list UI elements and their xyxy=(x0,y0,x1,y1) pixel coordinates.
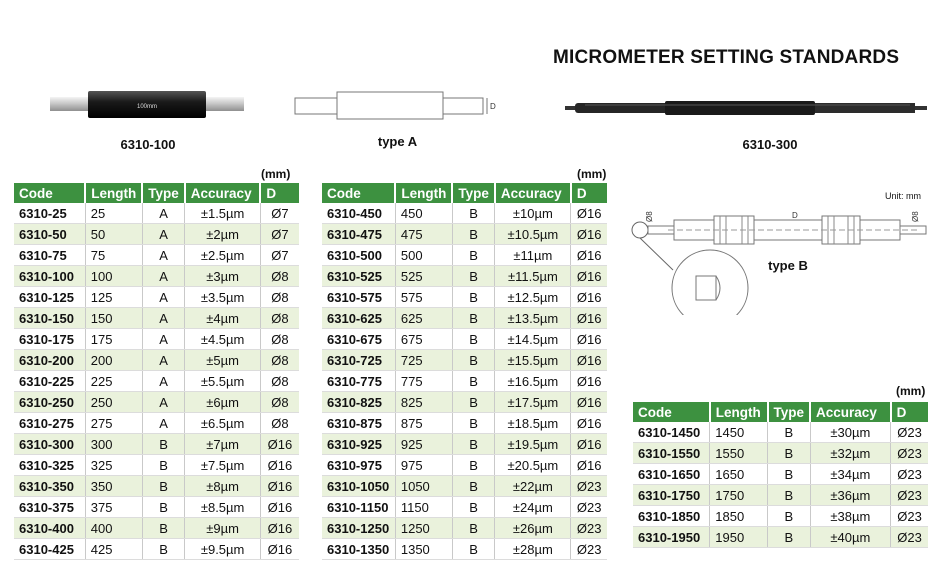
table-row xyxy=(14,413,299,434)
header-accuracy: Accuracy xyxy=(810,402,891,422)
cell-accuracy: ±40µm xyxy=(810,527,891,548)
cell-length: 175 xyxy=(85,329,142,350)
standard-300-image xyxy=(565,98,930,120)
cell-code: 6310-825 xyxy=(322,392,395,413)
cell-length: 625 xyxy=(395,308,452,329)
cell-length: 300 xyxy=(85,434,142,455)
cell-accuracy: ±9µm xyxy=(185,518,261,539)
cell-type: A xyxy=(142,329,185,350)
cell-type: A xyxy=(142,203,185,224)
cell-code: 6310-475 xyxy=(322,224,395,245)
cell-length: 925 xyxy=(395,434,452,455)
cell-type: B xyxy=(452,224,495,245)
cell-accuracy: ±12.5µm xyxy=(495,287,571,308)
header-type: Type xyxy=(768,402,811,422)
cell-code: 6310-1450 xyxy=(633,422,710,443)
cell-accuracy: ±2µm xyxy=(185,224,261,245)
cell-d: Ø16 xyxy=(571,266,607,287)
cell-accuracy: ±26µm xyxy=(495,518,571,539)
table2-unit: (mm) xyxy=(577,167,607,181)
cell-d: Ø7 xyxy=(260,245,299,266)
figure-caption-6310-100: 6310-100 xyxy=(120,137,176,152)
cell-type: B xyxy=(452,497,495,518)
table-row xyxy=(14,329,299,350)
cell-code: 6310-975 xyxy=(322,455,395,476)
cell-type: A xyxy=(142,245,185,266)
table-row xyxy=(14,308,299,329)
cell-code: 6310-675 xyxy=(322,329,395,350)
cell-type: B xyxy=(452,350,495,371)
cell-length: 575 xyxy=(395,287,452,308)
cell-type: B xyxy=(142,539,185,560)
cell-length: 1650 xyxy=(710,464,768,485)
type-b-d-label: D xyxy=(792,211,798,220)
figure-caption-type-a: type A xyxy=(377,134,418,149)
cell-accuracy: ±11µm xyxy=(495,245,571,266)
table-row xyxy=(14,434,299,455)
cell-type: A xyxy=(142,371,185,392)
table-row xyxy=(633,527,928,548)
cell-length: 125 xyxy=(85,287,142,308)
cell-type: A xyxy=(142,224,185,245)
cell-accuracy: ±6.5µm xyxy=(185,413,261,434)
cell-d: Ø16 xyxy=(260,518,299,539)
cell-d: Ø16 xyxy=(571,413,607,434)
header-length: Length xyxy=(395,183,452,203)
cell-length: 975 xyxy=(395,455,452,476)
page-title: MICROMETER SETTING STANDARDS xyxy=(553,47,900,68)
cell-type: B xyxy=(768,422,811,443)
table-row xyxy=(14,203,299,224)
cell-code: 6310-1550 xyxy=(633,443,710,464)
cell-accuracy: ±10µm xyxy=(495,203,571,224)
cell-accuracy: ±3.5µm xyxy=(185,287,261,308)
cell-accuracy: ±10.5µm xyxy=(495,224,571,245)
cell-type: B xyxy=(768,443,811,464)
cell-d: Ø8 xyxy=(260,371,299,392)
cell-type: A xyxy=(142,413,185,434)
cell-length: 825 xyxy=(395,392,452,413)
cell-type: B xyxy=(452,287,495,308)
cell-code: 6310-1750 xyxy=(633,485,710,506)
cell-code: 6310-50 xyxy=(14,224,85,245)
cell-length: 75 xyxy=(85,245,142,266)
cell-d: Ø8 xyxy=(260,413,299,434)
table-row xyxy=(322,518,607,539)
table-row xyxy=(322,329,607,350)
header-code: Code xyxy=(633,402,710,422)
table-row xyxy=(14,245,299,266)
table1-unit: (mm) xyxy=(261,167,291,181)
cell-length: 725 xyxy=(395,350,452,371)
table-row xyxy=(14,518,299,539)
table-row xyxy=(322,224,607,245)
cell-length: 1750 xyxy=(710,485,768,506)
cell-type: A xyxy=(142,308,185,329)
cell-code: 6310-125 xyxy=(14,287,85,308)
cell-d: Ø16 xyxy=(571,350,607,371)
cell-length: 875 xyxy=(395,413,452,434)
header-code: Code xyxy=(322,183,395,203)
cell-code: 6310-300 xyxy=(14,434,85,455)
cell-accuracy: ±34µm xyxy=(810,464,891,485)
table-row xyxy=(322,371,607,392)
cell-d: Ø23 xyxy=(571,518,607,539)
cell-code: 6310-275 xyxy=(14,413,85,434)
cell-accuracy: ±22µm xyxy=(495,476,571,497)
cell-d: Ø7 xyxy=(260,224,299,245)
cell-length: 200 xyxy=(85,350,142,371)
cell-type: A xyxy=(142,392,185,413)
header-d: D xyxy=(891,402,928,422)
table-row xyxy=(14,287,299,308)
cell-type: B xyxy=(452,476,495,497)
table-row xyxy=(14,539,299,560)
cell-code: 6310-875 xyxy=(322,413,395,434)
cell-d: Ø8 xyxy=(260,392,299,413)
type-b-left-diameter: Ø8 xyxy=(645,211,654,222)
header-d: D xyxy=(260,183,299,203)
cell-type: B xyxy=(768,527,811,548)
cell-d: Ø16 xyxy=(260,455,299,476)
cell-code: 6310-175 xyxy=(14,329,85,350)
cell-d: Ø16 xyxy=(571,392,607,413)
cell-length: 50 xyxy=(85,224,142,245)
cell-type: B xyxy=(452,392,495,413)
header-accuracy: Accuracy xyxy=(495,183,571,203)
cell-length: 525 xyxy=(395,266,452,287)
cell-type: A xyxy=(142,350,185,371)
cell-d: Ø23 xyxy=(571,539,607,560)
table-row xyxy=(322,287,607,308)
cell-d: Ø16 xyxy=(260,434,299,455)
cell-type: B xyxy=(142,455,185,476)
spec-table-1 xyxy=(14,183,299,560)
cell-code: 6310-400 xyxy=(14,518,85,539)
cell-code: 6310-925 xyxy=(322,434,395,455)
cell-code: 6310-325 xyxy=(14,455,85,476)
cell-type: B xyxy=(452,203,495,224)
type-a-d-label: D xyxy=(490,102,496,111)
cell-d: Ø16 xyxy=(571,245,607,266)
cell-code: 6310-1950 xyxy=(633,527,710,548)
cell-length: 425 xyxy=(85,539,142,560)
cell-length: 225 xyxy=(85,371,142,392)
table-row xyxy=(14,224,299,245)
cell-type: B xyxy=(452,371,495,392)
cell-length: 475 xyxy=(395,224,452,245)
cell-length: 350 xyxy=(85,476,142,497)
cell-accuracy: ±38µm xyxy=(810,506,891,527)
cell-d: Ø16 xyxy=(260,476,299,497)
cell-code: 6310-225 xyxy=(14,371,85,392)
table-row xyxy=(322,497,607,518)
header-length: Length xyxy=(710,402,768,422)
table-row xyxy=(322,245,607,266)
cell-accuracy: ±4µm xyxy=(185,308,261,329)
cell-type: B xyxy=(768,464,811,485)
cell-length: 275 xyxy=(85,413,142,434)
cell-accuracy: ±5.5µm xyxy=(185,371,261,392)
cell-accuracy: ±19.5µm xyxy=(495,434,571,455)
cell-length: 500 xyxy=(395,245,452,266)
table3-unit: (mm) xyxy=(896,384,926,398)
cell-d: Ø8 xyxy=(260,287,299,308)
cell-length: 375 xyxy=(85,497,142,518)
cell-length: 1550 xyxy=(710,443,768,464)
cell-accuracy: ±24µm xyxy=(495,497,571,518)
cell-d: Ø23 xyxy=(891,443,928,464)
table-row xyxy=(14,476,299,497)
header-d: D xyxy=(571,183,607,203)
cell-accuracy: ±20.5µm xyxy=(495,455,571,476)
cell-accuracy: ±30µm xyxy=(810,422,891,443)
cell-code: 6310-200 xyxy=(14,350,85,371)
cell-code: 6310-150 xyxy=(14,308,85,329)
cell-accuracy: ±3µm xyxy=(185,266,261,287)
table-row xyxy=(322,476,607,497)
cell-code: 6310-1650 xyxy=(633,464,710,485)
table-row xyxy=(633,506,928,527)
cell-code: 6310-525 xyxy=(322,266,395,287)
cell-d: Ø23 xyxy=(571,476,607,497)
cell-type: B xyxy=(452,455,495,476)
cell-length: 325 xyxy=(85,455,142,476)
table2-body xyxy=(322,203,607,560)
cell-type: A xyxy=(142,266,185,287)
table3-body xyxy=(633,422,928,548)
cell-code: 6310-1250 xyxy=(322,518,395,539)
cell-code: 6310-25 xyxy=(14,203,85,224)
table-row xyxy=(322,413,607,434)
table-row xyxy=(322,434,607,455)
cell-d: Ø23 xyxy=(891,485,928,506)
cell-length: 100 xyxy=(85,266,142,287)
table-row xyxy=(322,350,607,371)
cell-accuracy: ±2.5µm xyxy=(185,245,261,266)
spec-table-2 xyxy=(322,183,607,560)
cell-accuracy: ±18.5µm xyxy=(495,413,571,434)
cell-type: B xyxy=(452,245,495,266)
table-header-row xyxy=(633,402,928,422)
cell-length: 1350 xyxy=(395,539,452,560)
cell-d: Ø23 xyxy=(891,422,928,443)
cell-length: 1150 xyxy=(395,497,452,518)
cell-d: Ø16 xyxy=(571,308,607,329)
cell-d: Ø8 xyxy=(260,266,299,287)
standard-100-image xyxy=(50,90,245,120)
cell-type: B xyxy=(142,518,185,539)
cell-code: 6310-500 xyxy=(322,245,395,266)
cell-d: Ø23 xyxy=(891,464,928,485)
cell-d: Ø16 xyxy=(260,539,299,560)
cell-accuracy: ±9.5µm xyxy=(185,539,261,560)
cell-d: Ø16 xyxy=(571,455,607,476)
header-code: Code xyxy=(14,183,85,203)
cell-accuracy: ±1.5µm xyxy=(185,203,261,224)
cell-type: B xyxy=(452,329,495,350)
cell-code: 6310-350 xyxy=(14,476,85,497)
cell-type: B xyxy=(142,434,185,455)
header-length: Length xyxy=(85,183,142,203)
cell-d: Ø16 xyxy=(260,497,299,518)
cell-accuracy: ±4.5µm xyxy=(185,329,261,350)
cell-code: 6310-250 xyxy=(14,392,85,413)
type-a-diagram xyxy=(293,90,503,122)
cell-type: B xyxy=(452,518,495,539)
cell-length: 150 xyxy=(85,308,142,329)
cell-type: B xyxy=(452,413,495,434)
header-type: Type xyxy=(142,183,185,203)
cell-length: 1950 xyxy=(710,527,768,548)
cell-code: 6310-425 xyxy=(14,539,85,560)
cell-length: 25 xyxy=(85,203,142,224)
cell-length: 675 xyxy=(395,329,452,350)
cell-length: 775 xyxy=(395,371,452,392)
table-row xyxy=(322,392,607,413)
cell-d: Ø16 xyxy=(571,224,607,245)
table-row xyxy=(14,350,299,371)
cell-length: 400 xyxy=(85,518,142,539)
cell-code: 6310-725 xyxy=(322,350,395,371)
cell-length: 1850 xyxy=(710,506,768,527)
cell-type: B xyxy=(452,308,495,329)
cell-type: B xyxy=(768,506,811,527)
type-b-right-diameter: Ø8 xyxy=(911,211,920,222)
cell-accuracy: ±11.5µm xyxy=(495,266,571,287)
cell-accuracy: ±7.5µm xyxy=(185,455,261,476)
cell-accuracy: ±36µm xyxy=(810,485,891,506)
table-row xyxy=(14,266,299,287)
cell-length: 1050 xyxy=(395,476,452,497)
table1-body xyxy=(14,203,299,560)
cell-type: B xyxy=(142,476,185,497)
header-accuracy: Accuracy xyxy=(185,183,261,203)
cell-accuracy: ±14.5µm xyxy=(495,329,571,350)
cell-d: Ø16 xyxy=(571,371,607,392)
cell-accuracy: ±32µm xyxy=(810,443,891,464)
table-row xyxy=(14,392,299,413)
figure-caption-6310-300: 6310-300 xyxy=(742,137,798,152)
cell-length: 250 xyxy=(85,392,142,413)
table-row xyxy=(633,485,928,506)
cell-type: A xyxy=(142,287,185,308)
cell-d: Ø23 xyxy=(571,497,607,518)
engraving-text: 100mm xyxy=(136,104,158,110)
table-row xyxy=(322,203,607,224)
cell-accuracy: ±8.5µm xyxy=(185,497,261,518)
cell-d: Ø8 xyxy=(260,350,299,371)
cell-d: Ø16 xyxy=(571,203,607,224)
cell-type: B xyxy=(452,266,495,287)
cell-d: Ø8 xyxy=(260,329,299,350)
cell-accuracy: ±17.5µm xyxy=(495,392,571,413)
cell-code: 6310-625 xyxy=(322,308,395,329)
unit-note: Unit: mm xyxy=(885,191,921,201)
cell-code: 6310-575 xyxy=(322,287,395,308)
cell-code: 6310-1150 xyxy=(322,497,395,518)
cell-accuracy: ±28µm xyxy=(495,539,571,560)
cell-type: B xyxy=(452,434,495,455)
figure-caption-type-b: type B xyxy=(768,258,808,273)
cell-d: Ø8 xyxy=(260,308,299,329)
cell-type: B xyxy=(768,485,811,506)
table-header-row xyxy=(14,183,299,203)
cell-accuracy: ±15.5µm xyxy=(495,350,571,371)
table-row xyxy=(14,371,299,392)
cell-d: Ø16 xyxy=(571,287,607,308)
cell-code: 6310-375 xyxy=(14,497,85,518)
table-header-row xyxy=(322,183,607,203)
cell-d: Ø23 xyxy=(891,506,928,527)
table-row xyxy=(633,464,928,485)
table-row xyxy=(322,539,607,560)
cell-code: 6310-1050 xyxy=(322,476,395,497)
cell-code: 6310-1850 xyxy=(633,506,710,527)
cell-code: 6310-75 xyxy=(14,245,85,266)
cell-accuracy: ±6µm xyxy=(185,392,261,413)
cell-code: 6310-1350 xyxy=(322,539,395,560)
cell-d: Ø23 xyxy=(891,527,928,548)
table-row xyxy=(322,455,607,476)
cell-accuracy: ±13.5µm xyxy=(495,308,571,329)
cell-length: 450 xyxy=(395,203,452,224)
table-row xyxy=(322,308,607,329)
table-row xyxy=(322,266,607,287)
cell-d: Ø16 xyxy=(571,329,607,350)
cell-accuracy: ±7µm xyxy=(185,434,261,455)
cell-length: 1250 xyxy=(395,518,452,539)
spec-table-3 xyxy=(633,402,928,548)
cell-accuracy: ±16.5µm xyxy=(495,371,571,392)
cell-code: 6310-100 xyxy=(14,266,85,287)
cell-d: Ø7 xyxy=(260,203,299,224)
table-row xyxy=(14,497,299,518)
table-row xyxy=(633,422,928,443)
cell-accuracy: ±5µm xyxy=(185,350,261,371)
cell-type: B xyxy=(142,497,185,518)
cell-accuracy: ±8µm xyxy=(185,476,261,497)
cell-length: 1450 xyxy=(710,422,768,443)
table-row xyxy=(14,455,299,476)
cell-type: B xyxy=(452,539,495,560)
cell-code: 6310-775 xyxy=(322,371,395,392)
cell-d: Ø16 xyxy=(571,434,607,455)
table-row xyxy=(633,443,928,464)
header-type: Type xyxy=(452,183,495,203)
cell-code: 6310-450 xyxy=(322,203,395,224)
